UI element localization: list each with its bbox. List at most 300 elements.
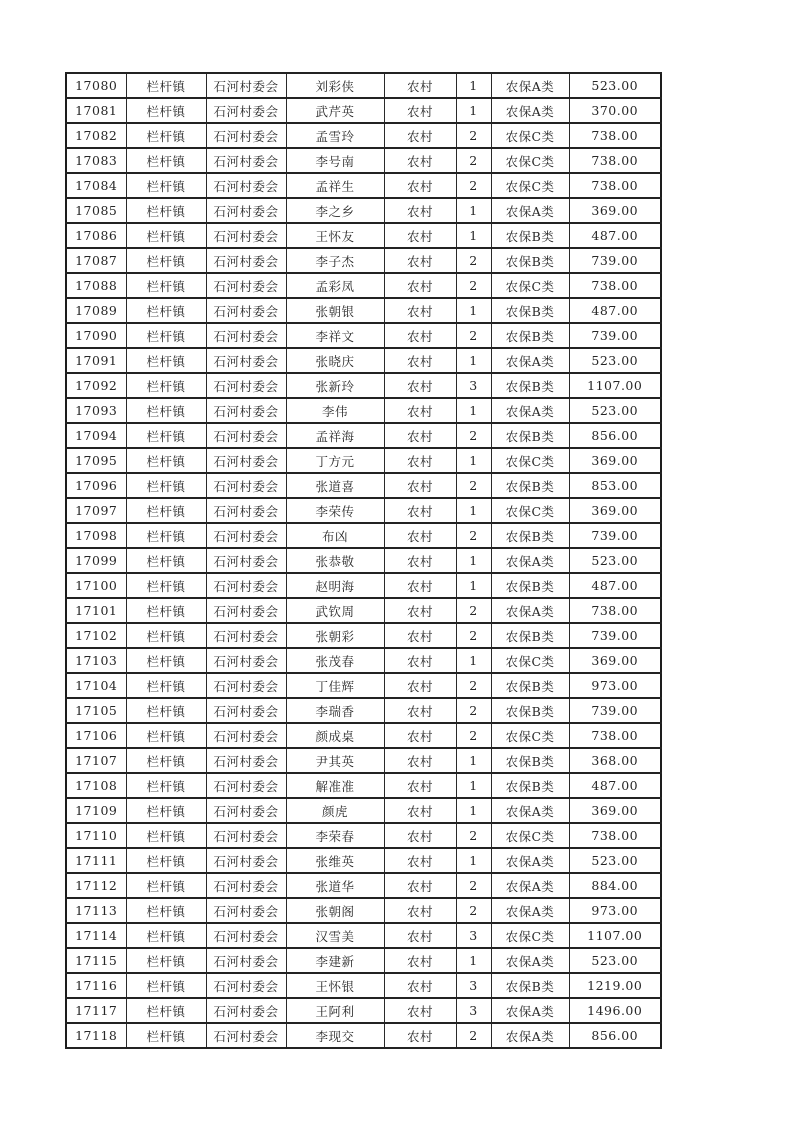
cell-person-name: 李子杰 xyxy=(286,248,384,273)
cell-person-name: 李荣春 xyxy=(286,823,384,848)
cell-residence-type: 农村 xyxy=(384,948,456,973)
cell-town: 栏杆镇 xyxy=(126,723,206,748)
cell-person-name: 王怀友 xyxy=(286,223,384,248)
cell-town: 栏杆镇 xyxy=(126,923,206,948)
cell-person-count: 2 xyxy=(456,273,491,298)
cell-residence-type: 农村 xyxy=(384,98,456,123)
cell-person-count: 1 xyxy=(456,498,491,523)
cell-residence-type: 农村 xyxy=(384,773,456,798)
cell-person-name: 张朝阁 xyxy=(286,898,384,923)
cell-village-committee: 石河村委会 xyxy=(206,798,286,823)
cell-person-count: 3 xyxy=(456,998,491,1023)
cell-residence-type: 农村 xyxy=(384,748,456,773)
cell-person-name: 李建新 xyxy=(286,948,384,973)
cell-village-committee: 石河村委会 xyxy=(206,148,286,173)
cell-residence-type: 农村 xyxy=(384,723,456,748)
cell-insurance-class: 农保B类 xyxy=(491,373,569,398)
cell-town: 栏杆镇 xyxy=(126,373,206,398)
table-row xyxy=(66,823,661,848)
table-row xyxy=(66,123,661,148)
cell-amount: 739.00 xyxy=(569,248,661,273)
cell-village-committee: 石河村委会 xyxy=(206,973,286,998)
cell-town: 栏杆镇 xyxy=(126,698,206,723)
table-row xyxy=(66,198,661,223)
cell-residence-type: 农村 xyxy=(384,473,456,498)
cell-person-count: 2 xyxy=(456,723,491,748)
cell-residence-type: 农村 xyxy=(384,273,456,298)
table-row xyxy=(66,548,661,573)
cell-person-name: 布凶 xyxy=(286,523,384,548)
cell-insurance-class: 农保C类 xyxy=(491,448,569,473)
cell-insurance-class: 农保B类 xyxy=(491,773,569,798)
cell-serial-id: 17082 xyxy=(66,123,126,148)
cell-village-committee: 石河村委会 xyxy=(206,1023,286,1048)
cell-person-count: 1 xyxy=(456,848,491,873)
cell-person-count: 2 xyxy=(456,148,491,173)
table-row xyxy=(66,873,661,898)
cell-village-committee: 石河村委会 xyxy=(206,398,286,423)
cell-residence-type: 农村 xyxy=(384,223,456,248)
cell-amount: 523.00 xyxy=(569,73,661,98)
cell-village-committee: 石河村委会 xyxy=(206,623,286,648)
cell-amount: 369.00 xyxy=(569,498,661,523)
table-row xyxy=(66,748,661,773)
cell-amount: 487.00 xyxy=(569,223,661,248)
cell-residence-type: 农村 xyxy=(384,623,456,648)
table-row xyxy=(66,273,661,298)
cell-amount: 487.00 xyxy=(569,573,661,598)
cell-insurance-class: 农保A类 xyxy=(491,948,569,973)
table-row xyxy=(66,398,661,423)
table-row xyxy=(66,723,661,748)
cell-insurance-class: 农保C类 xyxy=(491,498,569,523)
cell-residence-type: 农村 xyxy=(384,498,456,523)
cell-village-committee: 石河村委会 xyxy=(206,598,286,623)
cell-town: 栏杆镇 xyxy=(126,773,206,798)
cell-amount: 368.00 xyxy=(569,748,661,773)
cell-town: 栏杆镇 xyxy=(126,523,206,548)
cell-town: 栏杆镇 xyxy=(126,323,206,348)
cell-insurance-class: 农保C类 xyxy=(491,823,569,848)
cell-residence-type: 农村 xyxy=(384,248,456,273)
cell-serial-id: 17099 xyxy=(66,548,126,573)
cell-serial-id: 17117 xyxy=(66,998,126,1023)
cell-village-committee: 石河村委会 xyxy=(206,523,286,548)
cell-serial-id: 17086 xyxy=(66,223,126,248)
cell-town: 栏杆镇 xyxy=(126,73,206,98)
cell-serial-id: 17111 xyxy=(66,848,126,873)
cell-village-committee: 石河村委会 xyxy=(206,723,286,748)
cell-person-count: 1 xyxy=(456,948,491,973)
cell-residence-type: 农村 xyxy=(384,148,456,173)
cell-serial-id: 17100 xyxy=(66,573,126,598)
cell-town: 栏杆镇 xyxy=(126,173,206,198)
cell-person-name: 尹其英 xyxy=(286,748,384,773)
cell-village-committee: 石河村委会 xyxy=(206,948,286,973)
cell-amount: 1107.00 xyxy=(569,373,661,398)
cell-serial-id: 17107 xyxy=(66,748,126,773)
cell-village-committee: 石河村委会 xyxy=(206,248,286,273)
cell-person-count: 1 xyxy=(456,773,491,798)
table-row xyxy=(66,948,661,973)
cell-amount: 739.00 xyxy=(569,698,661,723)
cell-amount: 738.00 xyxy=(569,273,661,298)
cell-person-name: 张晓庆 xyxy=(286,348,384,373)
table-row xyxy=(66,298,661,323)
cell-person-count: 3 xyxy=(456,373,491,398)
cell-amount: 1107.00 xyxy=(569,923,661,948)
cell-person-count: 1 xyxy=(456,223,491,248)
cell-amount: 1219.00 xyxy=(569,973,661,998)
cell-residence-type: 农村 xyxy=(384,373,456,398)
cell-person-name: 李现交 xyxy=(286,1023,384,1048)
cell-serial-id: 17098 xyxy=(66,523,126,548)
cell-person-name: 刘彩侠 xyxy=(286,73,384,98)
cell-person-name: 王阿利 xyxy=(286,998,384,1023)
cell-town: 栏杆镇 xyxy=(126,423,206,448)
cell-person-name: 张维英 xyxy=(286,848,384,873)
cell-serial-id: 17097 xyxy=(66,498,126,523)
cell-person-count: 1 xyxy=(456,198,491,223)
cell-insurance-class: 农保A类 xyxy=(491,398,569,423)
cell-amount: 738.00 xyxy=(569,723,661,748)
cell-person-count: 2 xyxy=(456,898,491,923)
cell-serial-id: 17104 xyxy=(66,673,126,698)
cell-residence-type: 农村 xyxy=(384,423,456,448)
cell-village-committee: 石河村委会 xyxy=(206,123,286,148)
cell-residence-type: 农村 xyxy=(384,598,456,623)
cell-amount: 739.00 xyxy=(569,623,661,648)
cell-residence-type: 农村 xyxy=(384,198,456,223)
cell-town: 栏杆镇 xyxy=(126,98,206,123)
cell-town: 栏杆镇 xyxy=(126,623,206,648)
table-row xyxy=(66,698,661,723)
cell-village-committee: 石河村委会 xyxy=(206,573,286,598)
table-row xyxy=(66,973,661,998)
table-row xyxy=(66,523,661,548)
cell-serial-id: 17112 xyxy=(66,873,126,898)
cell-village-committee: 石河村委会 xyxy=(206,323,286,348)
cell-residence-type: 农村 xyxy=(384,673,456,698)
cell-person-count: 1 xyxy=(456,398,491,423)
cell-person-name: 赵明海 xyxy=(286,573,384,598)
cell-amount: 523.00 xyxy=(569,548,661,573)
cell-serial-id: 17081 xyxy=(66,98,126,123)
cell-village-committee: 石河村委会 xyxy=(206,223,286,248)
table-row xyxy=(66,648,661,673)
cell-residence-type: 农村 xyxy=(384,973,456,998)
cell-person-name: 武钦周 xyxy=(286,598,384,623)
cell-person-count: 2 xyxy=(456,523,491,548)
cell-person-count: 1 xyxy=(456,548,491,573)
cell-town: 栏杆镇 xyxy=(126,123,206,148)
cell-town: 栏杆镇 xyxy=(126,673,206,698)
cell-town: 栏杆镇 xyxy=(126,148,206,173)
cell-serial-id: 17094 xyxy=(66,423,126,448)
cell-amount: 487.00 xyxy=(569,298,661,323)
cell-amount: 738.00 xyxy=(569,823,661,848)
cell-person-count: 2 xyxy=(456,598,491,623)
cell-serial-id: 17093 xyxy=(66,398,126,423)
cell-residence-type: 农村 xyxy=(384,648,456,673)
cell-town: 栏杆镇 xyxy=(126,248,206,273)
cell-amount: 369.00 xyxy=(569,198,661,223)
cell-person-name: 丁佳辉 xyxy=(286,673,384,698)
table-row xyxy=(66,473,661,498)
cell-town: 栏杆镇 xyxy=(126,873,206,898)
cell-town: 栏杆镇 xyxy=(126,273,206,298)
cell-person-name: 颜成桌 xyxy=(286,723,384,748)
cell-village-committee: 石河村委会 xyxy=(206,98,286,123)
cell-amount: 738.00 xyxy=(569,598,661,623)
cell-serial-id: 17085 xyxy=(66,198,126,223)
cell-amount: 369.00 xyxy=(569,448,661,473)
cell-amount: 369.00 xyxy=(569,798,661,823)
cell-town: 栏杆镇 xyxy=(126,848,206,873)
cell-person-name: 丁方元 xyxy=(286,448,384,473)
cell-person-name: 孟祥生 xyxy=(286,173,384,198)
cell-insurance-class: 农保C类 xyxy=(491,173,569,198)
cell-person-count: 2 xyxy=(456,323,491,348)
cell-person-count: 2 xyxy=(456,473,491,498)
cell-residence-type: 农村 xyxy=(384,173,456,198)
cell-amount: 738.00 xyxy=(569,148,661,173)
cell-residence-type: 农村 xyxy=(384,1023,456,1048)
cell-person-name: 李瑞香 xyxy=(286,698,384,723)
cell-insurance-class: 农保C类 xyxy=(491,273,569,298)
cell-person-count: 1 xyxy=(456,98,491,123)
cell-amount: 738.00 xyxy=(569,173,661,198)
cell-village-committee: 石河村委会 xyxy=(206,273,286,298)
cell-person-count: 2 xyxy=(456,1023,491,1048)
cell-village-committee: 石河村委会 xyxy=(206,73,286,98)
cell-village-committee: 石河村委会 xyxy=(206,898,286,923)
cell-amount: 523.00 xyxy=(569,948,661,973)
cell-village-committee: 石河村委会 xyxy=(206,698,286,723)
cell-person-name: 李伟 xyxy=(286,398,384,423)
table-row xyxy=(66,1023,661,1048)
table-row xyxy=(66,348,661,373)
cell-village-committee: 石河村委会 xyxy=(206,673,286,698)
cell-insurance-class: 农保B类 xyxy=(491,323,569,348)
cell-person-count: 2 xyxy=(456,823,491,848)
cell-amount: 369.00 xyxy=(569,648,661,673)
cell-person-name: 李祥文 xyxy=(286,323,384,348)
table-row xyxy=(66,998,661,1023)
table-row xyxy=(66,773,661,798)
table-row xyxy=(66,598,661,623)
cell-insurance-class: 农保B类 xyxy=(491,298,569,323)
cell-insurance-class: 农保A类 xyxy=(491,548,569,573)
cell-amount: 738.00 xyxy=(569,123,661,148)
cell-person-count: 1 xyxy=(456,648,491,673)
cell-town: 栏杆镇 xyxy=(126,1023,206,1048)
cell-town: 栏杆镇 xyxy=(126,948,206,973)
table-row xyxy=(66,423,661,448)
cell-amount: 973.00 xyxy=(569,673,661,698)
table-row xyxy=(66,923,661,948)
cell-residence-type: 农村 xyxy=(384,848,456,873)
cell-person-name: 孟彩凤 xyxy=(286,273,384,298)
cell-town: 栏杆镇 xyxy=(126,798,206,823)
cell-village-committee: 石河村委会 xyxy=(206,498,286,523)
cell-town: 栏杆镇 xyxy=(126,398,206,423)
cell-town: 栏杆镇 xyxy=(126,198,206,223)
cell-person-name: 张茂春 xyxy=(286,648,384,673)
cell-town: 栏杆镇 xyxy=(126,223,206,248)
table-row xyxy=(66,373,661,398)
cell-insurance-class: 农保B类 xyxy=(491,473,569,498)
cell-residence-type: 农村 xyxy=(384,573,456,598)
cell-person-name: 汉雪美 xyxy=(286,923,384,948)
cell-town: 栏杆镇 xyxy=(126,748,206,773)
cell-amount: 370.00 xyxy=(569,98,661,123)
cell-person-name: 张朝彩 xyxy=(286,623,384,648)
cell-serial-id: 17118 xyxy=(66,1023,126,1048)
cell-amount: 856.00 xyxy=(569,423,661,448)
cell-insurance-class: 农保B类 xyxy=(491,673,569,698)
cell-person-count: 1 xyxy=(456,348,491,373)
cell-person-name: 王怀银 xyxy=(286,973,384,998)
cell-person-name: 武芹英 xyxy=(286,98,384,123)
cell-village-committee: 石河村委会 xyxy=(206,873,286,898)
cell-person-name: 颜虎 xyxy=(286,798,384,823)
cell-serial-id: 17087 xyxy=(66,248,126,273)
table-row xyxy=(66,498,661,523)
cell-residence-type: 农村 xyxy=(384,348,456,373)
cell-amount: 853.00 xyxy=(569,473,661,498)
cell-serial-id: 17115 xyxy=(66,948,126,973)
cell-insurance-class: 农保B类 xyxy=(491,623,569,648)
cell-village-committee: 石河村委会 xyxy=(206,548,286,573)
cell-town: 栏杆镇 xyxy=(126,998,206,1023)
cell-town: 栏杆镇 xyxy=(126,573,206,598)
cell-village-committee: 石河村委会 xyxy=(206,373,286,398)
cell-residence-type: 农村 xyxy=(384,523,456,548)
cell-residence-type: 农村 xyxy=(384,923,456,948)
cell-insurance-class: 农保A类 xyxy=(491,798,569,823)
cell-town: 栏杆镇 xyxy=(126,448,206,473)
cell-insurance-class: 农保A类 xyxy=(491,73,569,98)
cell-person-count: 1 xyxy=(456,798,491,823)
cell-insurance-class: 农保C类 xyxy=(491,123,569,148)
cell-insurance-class: 农保A类 xyxy=(491,198,569,223)
cell-village-committee: 石河村委会 xyxy=(206,198,286,223)
cell-town: 栏杆镇 xyxy=(126,348,206,373)
cell-person-name: 张恭敬 xyxy=(286,548,384,573)
cell-insurance-class: 农保B类 xyxy=(491,698,569,723)
cell-insurance-class: 农保B类 xyxy=(491,523,569,548)
cell-village-committee: 石河村委会 xyxy=(206,298,286,323)
cell-amount: 739.00 xyxy=(569,523,661,548)
cell-insurance-class: 农保A类 xyxy=(491,873,569,898)
cell-village-committee: 石河村委会 xyxy=(206,473,286,498)
table-row xyxy=(66,448,661,473)
cell-residence-type: 农村 xyxy=(384,298,456,323)
cell-insurance-class: 农保B类 xyxy=(491,748,569,773)
cell-serial-id: 17084 xyxy=(66,173,126,198)
cell-residence-type: 农村 xyxy=(384,873,456,898)
table-row xyxy=(66,98,661,123)
table-row xyxy=(66,223,661,248)
table-row xyxy=(66,848,661,873)
cell-residence-type: 农村 xyxy=(384,823,456,848)
cell-person-count: 2 xyxy=(456,698,491,723)
cell-town: 栏杆镇 xyxy=(126,898,206,923)
cell-amount: 1496.00 xyxy=(569,998,661,1023)
cell-person-count: 1 xyxy=(456,573,491,598)
cell-serial-id: 17102 xyxy=(66,623,126,648)
cell-person-name: 李荣传 xyxy=(286,498,384,523)
cell-town: 栏杆镇 xyxy=(126,973,206,998)
cell-insurance-class: 农保A类 xyxy=(491,598,569,623)
cell-serial-id: 17116 xyxy=(66,973,126,998)
cell-village-committee: 石河村委会 xyxy=(206,848,286,873)
table-row xyxy=(66,248,661,273)
cell-residence-type: 农村 xyxy=(384,398,456,423)
cell-person-name: 解准准 xyxy=(286,773,384,798)
cell-person-count: 2 xyxy=(456,623,491,648)
table-row xyxy=(66,148,661,173)
table-row xyxy=(66,73,661,98)
cell-village-committee: 石河村委会 xyxy=(206,923,286,948)
cell-serial-id: 17096 xyxy=(66,473,126,498)
cell-serial-id: 17090 xyxy=(66,323,126,348)
roster-body xyxy=(66,73,661,1048)
table-row xyxy=(66,573,661,598)
cell-insurance-class: 农保C类 xyxy=(491,648,569,673)
cell-amount: 739.00 xyxy=(569,323,661,348)
cell-insurance-class: 农保B类 xyxy=(491,423,569,448)
cell-village-committee: 石河村委会 xyxy=(206,823,286,848)
cell-amount: 884.00 xyxy=(569,873,661,898)
payment-roster-table xyxy=(65,72,662,1049)
cell-insurance-class: 农保A类 xyxy=(491,848,569,873)
cell-person-count: 2 xyxy=(456,673,491,698)
cell-serial-id: 17088 xyxy=(66,273,126,298)
cell-person-count: 2 xyxy=(456,173,491,198)
cell-residence-type: 农村 xyxy=(384,448,456,473)
cell-insurance-class: 农保B类 xyxy=(491,248,569,273)
cell-person-count: 3 xyxy=(456,923,491,948)
cell-insurance-class: 农保B类 xyxy=(491,573,569,598)
cell-serial-id: 17108 xyxy=(66,773,126,798)
cell-town: 栏杆镇 xyxy=(126,473,206,498)
cell-town: 栏杆镇 xyxy=(126,598,206,623)
cell-serial-id: 17113 xyxy=(66,898,126,923)
cell-person-name: 张道喜 xyxy=(286,473,384,498)
cell-person-name: 李号南 xyxy=(286,148,384,173)
cell-person-count: 1 xyxy=(456,748,491,773)
cell-insurance-class: 农保C类 xyxy=(491,923,569,948)
cell-person-name: 张朝银 xyxy=(286,298,384,323)
cell-town: 栏杆镇 xyxy=(126,298,206,323)
cell-person-name: 孟祥海 xyxy=(286,423,384,448)
cell-person-count: 3 xyxy=(456,973,491,998)
cell-residence-type: 农村 xyxy=(384,998,456,1023)
cell-town: 栏杆镇 xyxy=(126,823,206,848)
cell-person-count: 2 xyxy=(456,123,491,148)
cell-serial-id: 17101 xyxy=(66,598,126,623)
cell-village-committee: 石河村委会 xyxy=(206,173,286,198)
cell-amount: 523.00 xyxy=(569,398,661,423)
cell-insurance-class: 农保A类 xyxy=(491,898,569,923)
cell-serial-id: 17110 xyxy=(66,823,126,848)
cell-person-count: 1 xyxy=(456,73,491,98)
cell-insurance-class: 农保A类 xyxy=(491,98,569,123)
cell-town: 栏杆镇 xyxy=(126,498,206,523)
cell-insurance-class: 农保A类 xyxy=(491,998,569,1023)
